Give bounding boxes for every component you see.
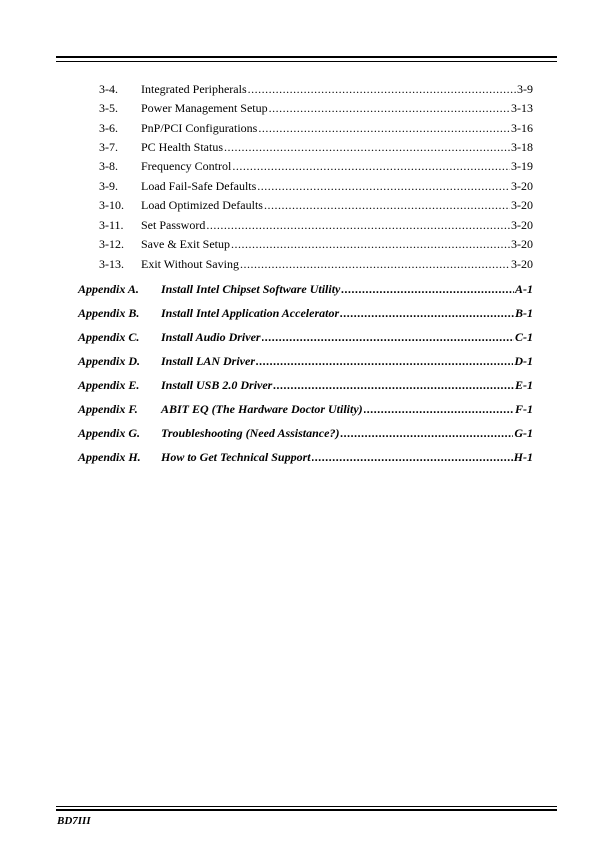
- toc-page-number: C-1: [515, 330, 533, 344]
- toc-page-number: 3-16: [511, 121, 533, 135]
- dot-leader: [206, 218, 510, 233]
- toc-appendix-label: Appendix G.: [78, 426, 141, 440]
- dot-leader: [312, 449, 513, 465]
- dot-leader: [240, 257, 510, 272]
- toc-entry-section: [99, 101, 533, 116]
- toc-section-number: 3-9.: [99, 179, 118, 193]
- toc-entry-appendix: [78, 401, 533, 417]
- toc-appendix-label: Appendix A.: [78, 282, 139, 296]
- toc-page-number: 3-13: [511, 101, 533, 115]
- dot-leader: [224, 140, 510, 155]
- toc-appendix-title: Troubleshooting (Need Assistance?): [161, 426, 340, 440]
- dot-leader: [340, 425, 513, 441]
- toc-section-title: PnP/PCI Configurations: [141, 121, 258, 135]
- dot-leader: [256, 353, 513, 369]
- toc-page-number: 3-9: [517, 82, 533, 96]
- toc-section-title: Power Management Setup: [141, 101, 268, 115]
- footer-rule-thin: [56, 806, 557, 807]
- dot-leader: [248, 82, 516, 97]
- toc-entry-section: [99, 257, 533, 272]
- toc-section-title: Frequency Control: [141, 159, 232, 173]
- toc-page-number: 3-20: [511, 218, 533, 232]
- toc-page-number: 3-20: [511, 179, 533, 193]
- toc-entry-appendix: [78, 449, 533, 465]
- toc-entry-section: [99, 218, 533, 233]
- footer-rule-thick: [56, 809, 557, 811]
- dot-leader: [232, 159, 510, 174]
- toc-entry-section: [99, 159, 533, 174]
- footer-model-name: BD7III: [57, 815, 91, 827]
- toc-section-number: 3-4.: [99, 82, 118, 96]
- toc-section-number: 3-6.: [99, 121, 118, 135]
- toc-entry-section: [99, 237, 533, 252]
- dot-leader: [364, 401, 514, 417]
- toc-page-number: 3-20: [511, 198, 533, 212]
- toc-section-title: Load Optimized Defaults: [141, 198, 263, 212]
- toc-section-number: 3-10.: [99, 198, 124, 212]
- dot-leader: [269, 101, 510, 116]
- header-rule-thick: [56, 56, 557, 58]
- toc-entry-section: [99, 82, 533, 97]
- toc-appendix-label: Appendix D.: [78, 354, 141, 368]
- toc-entry-section: [99, 140, 533, 155]
- toc-entry-appendix: [78, 329, 533, 345]
- toc-entry-appendix: [78, 305, 533, 321]
- dot-leader: [262, 329, 514, 345]
- toc-page-number: H-1: [513, 450, 533, 464]
- toc-section-number: 3-12.: [99, 237, 124, 251]
- toc-appendix-title: Install Intel Chipset Software Utility: [161, 282, 341, 296]
- toc-appendix-label: Appendix E.: [78, 378, 140, 392]
- dot-leader: [341, 281, 514, 297]
- dot-leader: [264, 198, 510, 213]
- dot-leader: [257, 179, 510, 194]
- toc-entry-section: [99, 179, 533, 194]
- toc-page-number: E-1: [515, 378, 533, 392]
- toc-section-title: Load Fail-Safe Defaults: [141, 179, 257, 193]
- toc-page-number: 3-20: [511, 237, 533, 251]
- toc-section-title: Exit Without Saving: [141, 257, 239, 271]
- toc-entry-section: [99, 198, 533, 213]
- toc-appendix-title: Install Intel Application Accelerator: [161, 306, 340, 320]
- dot-leader: [258, 121, 510, 136]
- toc-section-title: PC Health Status: [141, 140, 224, 154]
- toc-appendix-label: Appendix B.: [78, 306, 140, 320]
- toc-page-number: F-1: [515, 402, 533, 416]
- toc-appendix-label: Appendix F.: [78, 402, 138, 416]
- toc-section-number: 3-8.: [99, 159, 118, 173]
- toc-appendix-label: Appendix H.: [78, 450, 141, 464]
- toc-page-number: 3-20: [511, 257, 533, 271]
- toc-section-number: 3-5.: [99, 101, 118, 115]
- toc-entry-section: [99, 121, 533, 136]
- toc-appendix-label: Appendix C.: [78, 330, 140, 344]
- toc-entry-appendix: [78, 377, 533, 393]
- dot-leader: [340, 305, 514, 321]
- toc-section-title: Integrated Peripherals: [141, 82, 247, 96]
- toc-page-number: B-1: [515, 306, 533, 320]
- toc-section-number: 3-13.: [99, 257, 124, 271]
- toc-entry-appendix: [78, 353, 533, 369]
- header-rule-thin: [56, 61, 557, 62]
- toc-section-number: 3-11.: [99, 218, 124, 232]
- toc-page-number: D-1: [514, 354, 533, 368]
- toc-appendix-title: Install Audio Driver: [161, 330, 261, 344]
- toc-section-title: Save & Exit Setup: [141, 237, 230, 251]
- toc-appendix-title: ABIT EQ (The Hardware Doctor Utility): [161, 402, 363, 416]
- dot-leader: [273, 377, 514, 393]
- toc-entry-appendix: [78, 281, 533, 297]
- toc-entry-appendix: [78, 425, 533, 441]
- toc-page-number: A-1: [515, 282, 533, 296]
- toc-page-number: G-1: [514, 426, 533, 440]
- toc-section-title: Set Password: [141, 218, 206, 232]
- toc-appendix-title: How to Get Technical Support: [161, 450, 311, 464]
- toc-appendix-title: Install USB 2.0 Driver: [161, 378, 273, 392]
- toc-page-number: 3-19: [511, 159, 533, 173]
- toc-section-number: 3-7.: [99, 140, 118, 154]
- toc-page-number: 3-18: [511, 140, 533, 154]
- toc-appendix-title: Install LAN Driver: [161, 354, 256, 368]
- dot-leader: [231, 237, 510, 252]
